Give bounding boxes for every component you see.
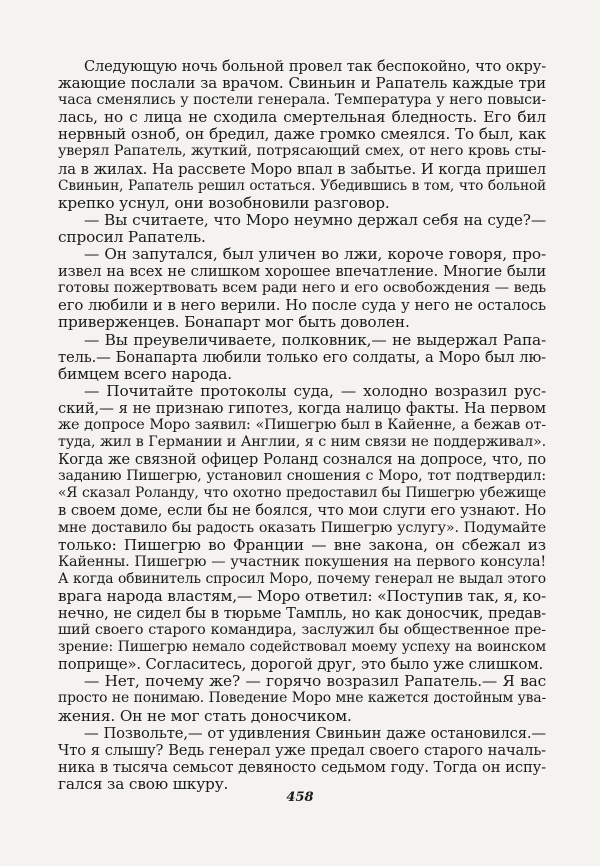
text-line: туда, жил в Германии и Англии, я с ним связи не поддерживал». <box>58 434 546 451</box>
text-line: жающие послали за врачом. Свиньин и Рапатель каждые три <box>58 74 546 93</box>
text-line: же допросе Моро заявил: «Пишегрю был в Кайенне, а бежав от- <box>58 416 546 433</box>
text-line: его любили и в него верили. Но после суда у него не осталось <box>58 296 546 315</box>
text-line: заданию Пишегрю, установил сношения с Моро, тот подтвердил: <box>58 468 546 485</box>
text-line: Свиньин, Рапатель решил остаться. Убедившись в том, что больной <box>58 177 546 194</box>
text-line: крепко уснул, они возобновили разговор. <box>58 193 390 212</box>
text-line: спросил Рапатель. <box>58 227 206 246</box>
text-line: в своем доме, если бы не боялся, что мои слуги его узнают. Но <box>58 502 546 520</box>
text-line: — Почитайте протоколы суда, — холодно возразил рус- <box>84 381 546 400</box>
text-line: А когда обвинитель спросил Моро, почему генерал не выдал этого <box>58 570 546 587</box>
text-line: уверял Рапатель, жуткий, потрясающий смех, от него кровь сты- <box>58 143 546 160</box>
text-line: — Нет, почему же? — горячо возразил Рапатель.— Я вас <box>84 672 546 691</box>
text-line: мне доставило бы радость оказать Пишегрю услугу». Подумайте <box>58 519 546 536</box>
text-line: ский,— я не признаю гипотез, когда налицо факты. На первом <box>58 399 546 417</box>
text-line: готовы пожертвовать всем ради него и его освобождения — ведь <box>58 280 546 297</box>
text-line: ший своего старого командира, заслужил бы общественное пре- <box>58 622 546 639</box>
text-line: приверженцев. Бонапарт мог быть доволен. <box>58 313 410 332</box>
text-line: — Позвольте,— от удивления Свиньин даже остановился.— <box>84 724 546 742</box>
text-line: жения. Он не мог стать доносчиком. <box>58 706 352 725</box>
text-line: тель.— Бонапарта любили только его солдаты, а Моро был лю- <box>58 348 546 366</box>
text-line: ла в жилах. На рассвете Моро впал в забытье. И когда пришел <box>58 160 546 178</box>
text-line: только: Пишегрю во Франции — вне закона, он сбежал из <box>58 535 546 554</box>
text-line: врага народа властям,— Моро ответил: «Поступив так, я, ко- <box>58 586 547 605</box>
text-line: Когда же связной офицер Роланд сознался на допросе, что, по <box>58 451 546 469</box>
body-text <box>58 58 546 793</box>
text-line: ника в тысяча семьсот девяносто седьмом году. Тогда он испу- <box>58 758 546 776</box>
text-line: поприще». Согласитесь, дорогой друг, это было уже слишком. <box>58 656 544 674</box>
text-line: — Он запутался, был уличен во лжи, короче говоря, про- <box>84 245 546 264</box>
text-line: «Я сказал Роланду, что охотно предоставил бы Пишегрю убежище <box>58 485 546 502</box>
text-line: Что я слышу? Ведь генерал уже предал своего старого началь- <box>58 741 546 759</box>
text-line: нервный озноб, он бредил, даже громко смеялся. То был, как <box>58 125 546 144</box>
page-number: 458 <box>286 790 314 805</box>
text-line: Следующую ночь больной провел так беспокойно, что окру- <box>84 58 546 75</box>
text-line: Кайенны. Пишегрю — участник покушения на первого консула! <box>58 553 546 570</box>
text-line: гался за свою шкуру. <box>58 774 229 793</box>
text-line: нечно, не сидел бы в тюрьме Тампль, но как доносчик, предав- <box>58 605 546 622</box>
text-line: — Вы считаете, что Моро неумно держал себя на суде?— <box>84 210 546 229</box>
text-line: просто не понимаю. Поведение Моро мне кажется достойным ува- <box>58 690 546 707</box>
text-line: — Вы преувеличиваете, полковник,— не выдержал Рапа- <box>84 330 546 349</box>
text-line: зрение: Пишегрю немало содействовал моему успеху на воинском <box>58 639 546 656</box>
text-line: бимцем всего народа. <box>58 364 232 383</box>
text-line: извел на всех не слишком хорошее впечатление. Многие были <box>58 263 546 281</box>
text-line: часа сменялись у постели генерала. Температура у него повыси- <box>58 92 546 109</box>
text-line: лась, но с лица не сходила смертельная бледность. Его бил <box>58 108 546 127</box>
